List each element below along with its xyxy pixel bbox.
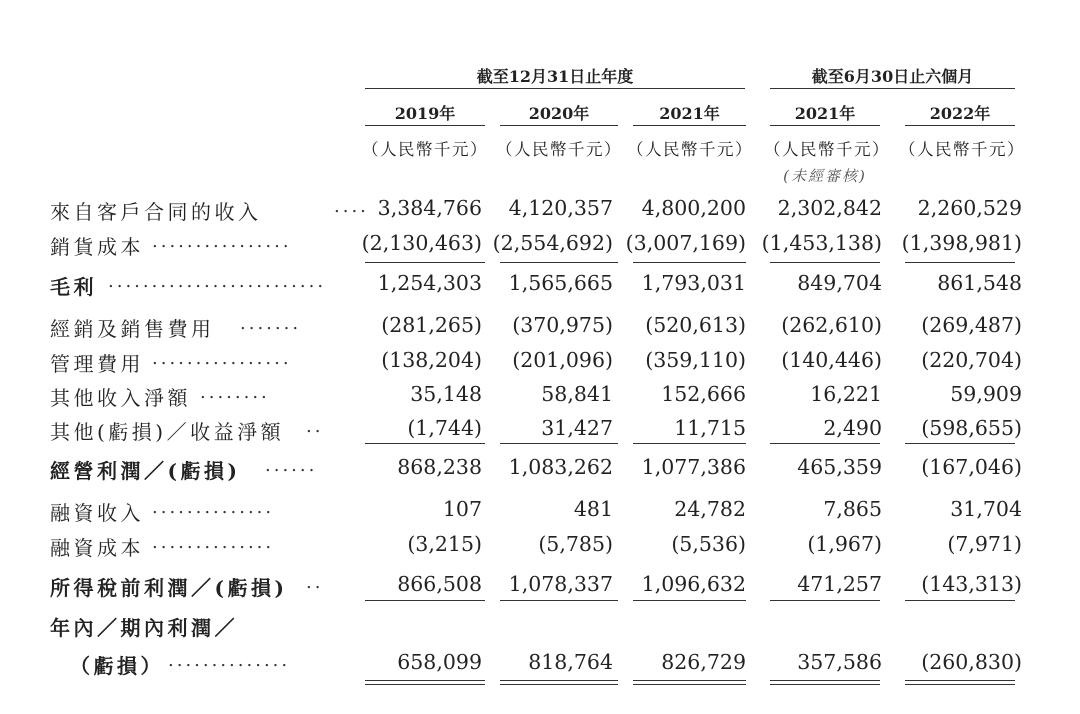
row-value: (1,453,138): [761, 231, 882, 255]
row-label: 銷貨成本: [50, 235, 144, 259]
row-value: (269,487): [921, 313, 1022, 337]
final-row-value: 658,099: [397, 650, 482, 674]
sum-rule: [500, 443, 618, 444]
row-label: 所得稅前利潤／(虧損): [50, 576, 288, 600]
row-value: 35,148: [410, 382, 482, 406]
row-label: 來自客戶合同的收入: [50, 200, 262, 224]
row-value: 861,548: [937, 271, 1022, 295]
row-value: 107: [442, 497, 482, 521]
table-row: [0, 313, 1080, 343]
header-group-annual: 截至12月31日止年度: [476, 67, 634, 86]
row-value: (3,007,169): [625, 231, 746, 255]
sum-rule: [905, 600, 1015, 601]
unit-header: （人民幣千元）: [899, 140, 1025, 159]
row-value: (201,096): [512, 348, 613, 372]
final-row-value: 826,729: [661, 650, 746, 674]
row-value: 152,666: [661, 382, 746, 406]
unit-header: （人民幣千元）: [627, 140, 753, 159]
row-value: 4,120,357: [508, 196, 613, 220]
row-value: (370,975): [512, 313, 613, 337]
table-row: [0, 532, 1080, 562]
table-row: [0, 382, 1080, 412]
sum-rule: [633, 262, 746, 263]
table-row: [0, 455, 1080, 485]
final-row-value: (260,830): [921, 650, 1022, 674]
row-leader: ......: [265, 455, 318, 476]
row-value: 2,260,529: [917, 196, 1022, 220]
sum-rule: [633, 600, 746, 601]
sum-rule: [905, 443, 1015, 444]
row-label: 其他收入淨額: [50, 386, 191, 410]
row-label: 經銷及銷售費用: [50, 317, 215, 341]
row-value: 7,865: [823, 497, 882, 521]
row-value: 1,077,386: [641, 455, 746, 479]
row-label: 其他(虧損)／收益淨額: [50, 420, 285, 444]
row-value: 24,782: [674, 497, 746, 521]
unit-header: （人民幣千元）: [764, 140, 890, 159]
row-value: (7,971): [947, 532, 1022, 556]
row-value: 31,704: [950, 497, 1022, 521]
row-value: 465,359: [797, 455, 882, 479]
row-value: (220,704): [921, 348, 1022, 372]
row-leader: ..............: [152, 497, 275, 518]
row-value: (3,215): [407, 532, 482, 556]
header-group-half-rule: [770, 88, 1015, 89]
sum-rule: [500, 262, 618, 263]
year-header-rule: [905, 125, 1015, 126]
unit-header: （人民幣千元）: [362, 140, 488, 159]
row-value: (281,265): [381, 313, 482, 337]
row-value: 4,800,200: [641, 196, 746, 220]
final-row-label-line2: （虧損）: [70, 654, 164, 678]
sum-rule: [365, 600, 485, 601]
row-label: 經營利潤／(虧損): [50, 459, 241, 483]
row-value: 868,238: [397, 455, 482, 479]
row-label: 毛利: [50, 275, 97, 299]
row-leader: .......: [240, 313, 302, 334]
row-value: (167,046): [921, 455, 1022, 479]
row-value: (262,610): [781, 313, 882, 337]
sum-rule: [500, 600, 618, 601]
row-leader: ..: [306, 416, 324, 437]
row-label: 融資成本: [50, 536, 144, 560]
unaudited-note: (未經審核): [783, 167, 867, 185]
row-value: 16,221: [810, 382, 882, 406]
year-header: 2021年: [794, 104, 856, 123]
table-row: [0, 572, 1080, 602]
row-value: (138,204): [381, 348, 482, 372]
row-leader: ..............: [152, 532, 275, 553]
row-label: 管理費用: [50, 352, 144, 376]
row-value: 1,083,262: [508, 455, 613, 479]
year-header-rule: [633, 125, 746, 126]
total-double-rule: [633, 680, 746, 685]
row-value: (5,785): [538, 532, 613, 556]
row-leader: ................: [152, 348, 292, 369]
table-row: [0, 348, 1080, 378]
row-value: 1,078,337: [508, 572, 613, 596]
row-value: 471,257: [797, 572, 882, 596]
sum-rule: [905, 262, 1015, 263]
row-label: 融資收入: [50, 501, 144, 525]
row-leader: ....: [334, 196, 369, 217]
final-row-value: 818,764: [528, 650, 613, 674]
table-row: [0, 416, 1080, 446]
row-value: 31,427: [541, 416, 613, 440]
row-value: 59,909: [950, 382, 1022, 406]
sum-rule: [365, 262, 485, 263]
row-value: (2,554,692): [492, 231, 613, 255]
year-header: 2019年: [394, 104, 456, 123]
year-header: 2021年: [659, 104, 720, 123]
sum-rule: [770, 600, 880, 601]
row-value: (520,613): [645, 313, 746, 337]
row-value: 58,841: [541, 382, 613, 406]
sum-rule: [365, 443, 485, 444]
sum-rule: [770, 443, 880, 444]
row-value: 2,302,842: [777, 196, 882, 220]
year-header-rule: [500, 125, 618, 126]
row-value: 1,254,303: [377, 271, 482, 295]
row-value: 1,793,031: [641, 271, 746, 295]
sum-rule: [770, 262, 880, 263]
year-header-rule: [365, 125, 485, 126]
table-row: [0, 497, 1080, 527]
row-value: 1,096,632: [641, 572, 746, 596]
row-value: 1,565,665: [508, 271, 613, 295]
table-row: [0, 196, 1080, 226]
row-value: (2,130,463): [361, 231, 482, 255]
row-value: 3,384,766: [377, 196, 482, 220]
total-double-rule: [365, 680, 485, 685]
table-row: [0, 231, 1080, 261]
row-value: (1,398,981): [901, 231, 1022, 255]
row-leader: ..: [306, 572, 324, 593]
row-value: 11,715: [674, 416, 746, 440]
total-double-rule: [770, 680, 880, 685]
header-group-annual-rule: [365, 88, 745, 89]
header-group-half: 截至6月30日止六個月: [811, 67, 974, 86]
row-leader: ........: [200, 382, 270, 403]
row-value: (598,655): [921, 416, 1022, 440]
total-double-rule: [905, 680, 1015, 685]
row-leader: ................: [152, 231, 292, 252]
row-leader: .........................: [108, 271, 327, 292]
year-header-rule: [770, 125, 880, 126]
row-value: 849,704: [797, 271, 882, 295]
year-header: 2020年: [528, 104, 590, 123]
total-double-rule: [500, 680, 618, 685]
row-value: 2,490: [823, 416, 882, 440]
row-value: 866,508: [397, 572, 482, 596]
row-value: (359,110): [645, 348, 746, 372]
final-row-label-line1: 年內／期內利潤／: [50, 616, 238, 640]
final-row-value: 357,586: [797, 650, 882, 674]
year-header: 2022年: [929, 104, 991, 123]
row-value: (1,744): [407, 416, 482, 440]
final-row-leader: ..............: [168, 650, 291, 671]
unit-header: （人民幣千元）: [496, 140, 622, 159]
row-value: (140,446): [781, 348, 882, 372]
row-value: 481: [573, 497, 613, 521]
sum-rule: [633, 443, 746, 444]
row-value: (1,967): [807, 532, 882, 556]
table-row: [0, 271, 1080, 301]
row-value: (5,536): [671, 532, 746, 556]
row-value: (143,313): [921, 572, 1022, 596]
